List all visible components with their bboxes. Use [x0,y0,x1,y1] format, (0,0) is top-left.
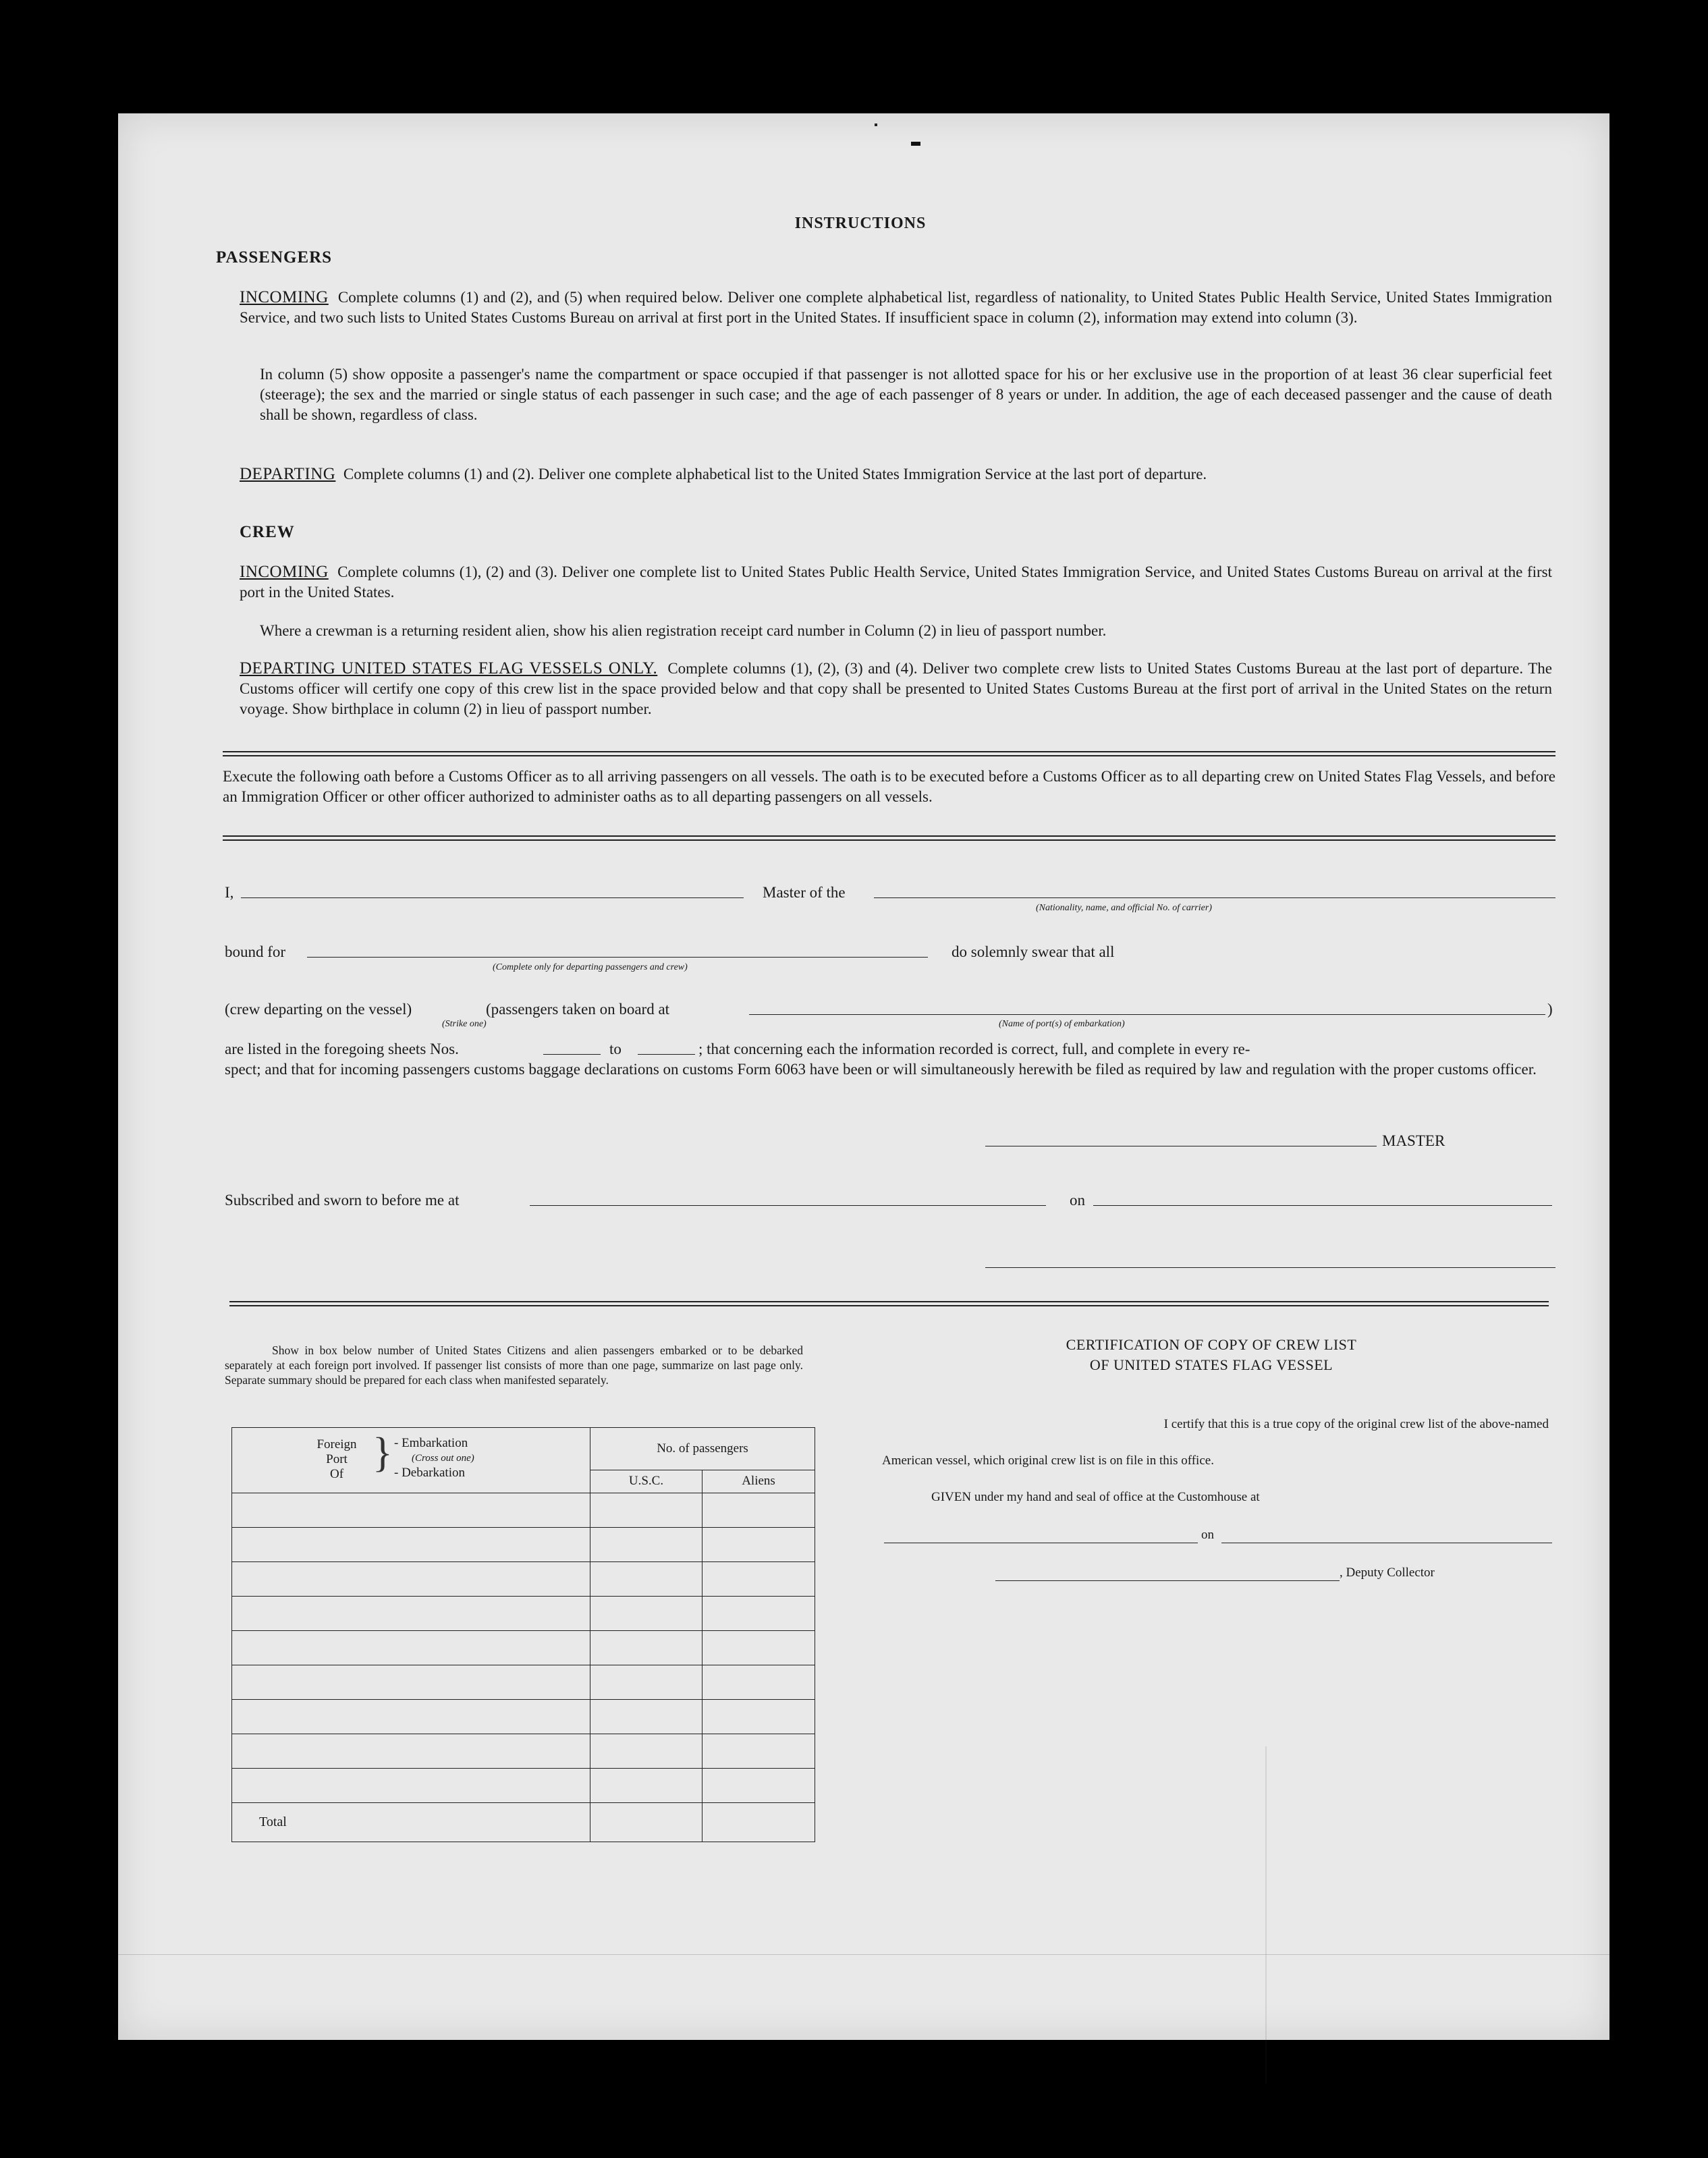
bleed-through-mark [1265,1746,1388,2084]
usc-cell[interactable] [590,1493,703,1528]
aliens-cell[interactable] [703,1769,815,1803]
passengers-departing-text: Complete columns (1) and (2). Deliver one complete alphabetical list to the United States Immigration Service at the last port of departure. [343,466,1207,482]
table-row[interactable] [232,1665,590,1700]
sheet-from-field[interactable] [543,1054,601,1055]
port-note: (Name of port(s) of embarkation) [999,1019,1125,1029]
crew-incoming-text: Complete columns (1), (2) and (3). Deliver one complete list to United States Public Health Service, United States Immigration Service, and United States Customs Bureau on arrival at the first port in the United States. [240,563,1552,601]
aliens-cell[interactable] [703,1665,815,1700]
strike-note: (Strike one) [442,1019,487,1029]
usc-header: U.S.C. [590,1470,703,1493]
crew-incoming-label: INCOMING [240,563,329,581]
no-passengers-header: No. of passengers [590,1428,815,1470]
crew-incoming-paragraph [240,562,1552,603]
crew-resident-paragraph: Where a crewman is a returning resident alien, show his alien registration receipt card number in Column (2) in lieu of passport number. [260,622,1107,639]
passengers-departing-paragraph [240,464,1552,485]
passengers-incoming-text: Complete columns (1) and (2), and (5) when required below. Deliver one complete alphabetical list, regardless of nationality, to United States Public Health Service, United States Immigration Service, and two such lists to United States Customs Bureau on arrival at first port in the United States. If insufficient space in column (2), information may extend into column (3). [240,289,1553,326]
carrier-note: (Nationality, name, and official No. of carrier) [1036,903,1212,913]
passenger-summary-table [231,1427,815,1842]
passengers-incoming-label: INCOMING [240,288,329,306]
usc-cell[interactable] [590,1597,703,1631]
crew-departing-option: (crew departing on the vessel) [225,1001,412,1018]
deputy-signature-field[interactable] [995,1580,1340,1581]
table-row[interactable] [232,1493,590,1528]
subscribed-label: Subscribed and sworn to before me at [225,1192,460,1209]
close-paren: ) [1547,1001,1553,1018]
master-of-label: Master of the [763,884,846,901]
scan-speck [911,142,920,146]
port-label: Port [326,1452,348,1466]
table-row[interactable] [232,1597,590,1631]
table-row[interactable] [232,1528,590,1562]
usc-cell[interactable] [590,1528,703,1562]
listed-text-b: ; that concerning each the information recorded is correct, full, and complete in every re- [698,1041,1250,1057]
crew-heading: CREW [240,523,295,541]
certification-title-line2: OF UNITED STATES FLAG VESSEL [1089,1356,1333,1373]
embarkation-label: - Embarkation [394,1436,468,1450]
divider [223,751,1555,756]
faint-rule [118,1954,1609,1955]
on-label: on [1070,1192,1085,1209]
of-label: Of [329,1467,344,1481]
table-row[interactable] [232,1562,590,1597]
crew-departing-text: Complete columns (1), (2), (3) and (4). Deliver two complete crew lists to United States Customs Bureau at the last port of departure. The Customs officer will certify one copy of this crew list in the space provided below and that copy shall be presented to United States Customs Bureau at the first port of arrival in the United States on the return voyage. Show birthplace in column (2) in lieu of passport number. [240,660,1553,717]
table-row[interactable] [232,1734,590,1769]
cross-out-note: (Cross out one) [412,1453,474,1464]
crew-departing-label: DEPARTING UNITED STATES FLAG VESSELS ONLY. [240,659,658,677]
crew-departing-paragraph [240,659,1552,719]
port-header-cell [232,1428,590,1493]
listed-label: are listed in the foregoing sheets Nos. [225,1041,459,1057]
passengers-departing-label: DEPARTING [240,465,336,483]
aliens-header: Aliens [703,1470,815,1493]
deputy-collector-label: , Deputy Collector [1340,1566,1435,1580]
passengers-incoming-paragraph [240,287,1552,328]
master-label: MASTER [1382,1132,1445,1149]
certification-title [955,1335,1468,1375]
bound-for-field[interactable] [307,957,928,958]
certify-line-a: I certify that this is a true copy of the original crew list of the above-named [1163,1417,1549,1431]
cert-on-label: on [1201,1528,1214,1542]
oath-i-label: I, [225,884,234,901]
bound-for-label: bound for [225,943,286,960]
divider [229,1301,1549,1306]
usc-cell[interactable] [590,1631,703,1665]
aliens-cell[interactable] [703,1528,815,1562]
passengers-column5-paragraph: In column (5) show opposite a passenger's name the compartment or space occupied if that passenger is not allotted space for his or her exclusive use in the proportion of at least 36 clear superficial feet (steerage); the sex and the married or single status of each passenger in such case; and the age of each passenger of 8 years or under. In addition, the age of each deceased passenger and the cause of death shall be shown, regardless of class. [260,366,1552,423]
swear-label: do solemnly swear that all [952,943,1115,960]
oath-intro: Execute the following oath before a Customs Officer as to all arriving passengers on all vessels. The oath is to be executed before a Customs Officer as to all departing crew on United States Flag Vessels, and before an Immigration Officer or other officer authorized to administer oaths as to all departing passengers on all vessels. [223,768,1555,805]
sworn-place-field[interactable] [530,1205,1046,1206]
debarkation-label: - Debarkation [394,1466,465,1480]
instructions-title: INSTRUCTIONS [794,215,927,232]
table-row[interactable] [232,1700,590,1734]
usc-cell[interactable] [590,1734,703,1769]
scan-speck [875,123,877,126]
table-row[interactable] [232,1631,590,1665]
summary-note: Show in box below number of United States Citizens and alien passengers embarked or to be debarked separately at each foreign port involved. If passenger list consists of more than one page, summarize on last page only. Separate summary should be prepared for each class when manifested separately. [225,1344,803,1387]
form-sheet [118,113,1609,2040]
aliens-total-cell[interactable] [703,1803,815,1842]
foreign-label: Foreign [316,1437,357,1451]
passengers-heading: PASSENGERS [216,248,333,267]
officer-signature-field[interactable] [985,1267,1555,1268]
carrier-field[interactable] [874,897,1555,898]
listed-text-c: spect; and that for incoming passengers customs baggage declarations on customs Form 6063 have been or will simultaneously herewith be filed as required by law and regulation with the proper customs officer. [225,1061,1537,1078]
listed-to-label: to [609,1041,622,1057]
usc-cell[interactable] [590,1665,703,1700]
aliens-cell[interactable] [703,1631,815,1665]
divider [223,835,1555,841]
aliens-cell[interactable] [703,1493,815,1528]
usc-cell[interactable] [590,1700,703,1734]
master-name-field[interactable] [241,897,744,898]
usc-cell[interactable] [590,1769,703,1803]
sworn-date-field[interactable] [1093,1205,1552,1206]
sheet-to-field[interactable] [638,1054,695,1055]
table-row[interactable] [232,1769,590,1803]
aliens-cell[interactable] [703,1734,815,1769]
total-label: Total [232,1803,590,1842]
aliens-cell[interactable] [703,1700,815,1734]
brace-icon: } [373,1430,393,1476]
bound-note: (Complete only for departing passengers and crew) [493,962,688,972]
usc-total-cell[interactable] [590,1803,703,1842]
aliens-cell[interactable] [703,1597,815,1631]
aliens-cell[interactable] [703,1562,815,1597]
given-line: GIVEN under my hand and seal of office at the Customhouse at [931,1490,1260,1504]
certify-line-b: American vessel, which original crew list is on file in this office. [882,1454,1214,1468]
embarkation-port-field[interactable] [749,1014,1545,1015]
usc-cell[interactable] [590,1562,703,1597]
passengers-taken-option: (passengers taken on board at [486,1001,670,1018]
certification-title-line1: CERTIFICATION OF COPY OF CREW LIST [1066,1336,1357,1353]
